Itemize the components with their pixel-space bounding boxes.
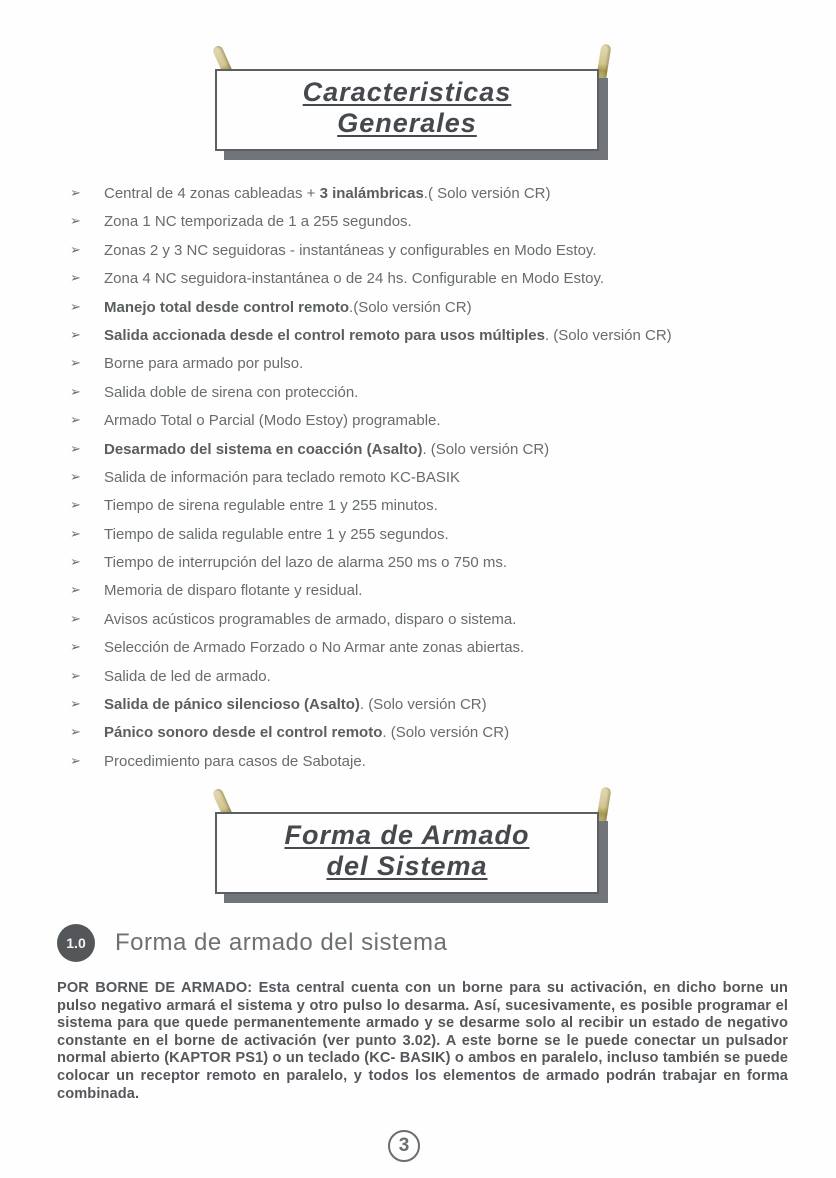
feature-item-text: Zonas 2 y 3 NC seguidoras - instantáneas y configurables en Modo Estoy. bbox=[104, 241, 597, 259]
feature-item bbox=[70, 326, 790, 345]
feature-item-text: Tiempo de salida regulable entre 1 y 255 segundos. bbox=[104, 525, 449, 543]
bullet-arrow-icon: ➢ bbox=[70, 697, 81, 713]
feature-item bbox=[70, 383, 790, 402]
feature-item-text: Salida doble de sirena con protección. bbox=[104, 383, 359, 401]
feature-item-text: Salida de led de armado. bbox=[104, 667, 271, 685]
feature-item-text: Desarmado del sistema en coacción (Asalto). (Solo versión CR) bbox=[104, 440, 550, 458]
banner-title-line: del Sistema bbox=[326, 851, 488, 881]
banner-box bbox=[215, 69, 599, 151]
feature-item bbox=[70, 695, 790, 714]
feature-item-text: Salida accionada desde el control remoto para usos múltiples. (Solo versión CR) bbox=[104, 326, 672, 344]
feature-item bbox=[70, 184, 790, 203]
bullet-arrow-icon: ➢ bbox=[70, 611, 81, 627]
bullet-arrow-icon: ➢ bbox=[70, 753, 81, 769]
bullet-arrow-icon: ➢ bbox=[70, 242, 81, 258]
bullet-arrow-icon: ➢ bbox=[70, 271, 81, 287]
feature-item-text: Avisos acústicos programables de armado, disparo o sistema. bbox=[104, 610, 517, 628]
feature-item-text: Zona 4 NC seguidora-instantánea o de 24 hs. Configurable en Modo Estoy. bbox=[104, 270, 605, 288]
feature-item-text: Salida de información para teclado remoto KC-BASIK bbox=[104, 468, 461, 486]
feature-item bbox=[70, 411, 790, 430]
bullet-arrow-icon: ➢ bbox=[70, 413, 81, 429]
section-heading bbox=[57, 924, 447, 962]
bullet-arrow-icon: ➢ bbox=[70, 583, 81, 599]
banner-title-line: Generales bbox=[337, 108, 477, 138]
feature-item bbox=[70, 525, 790, 544]
feature-item-text: Borne para armado por pulso. bbox=[104, 355, 304, 373]
bullet-arrow-icon: ➢ bbox=[70, 725, 81, 741]
bullet-arrow-icon: ➢ bbox=[70, 469, 81, 485]
feature-item bbox=[70, 468, 790, 487]
bullet-arrow-icon: ➢ bbox=[70, 668, 81, 684]
feature-item bbox=[70, 723, 790, 742]
feature-item-text: Zona 1 NC temporizada de 1 a 255 segundos. bbox=[104, 213, 412, 231]
feature-item bbox=[70, 496, 790, 515]
bullet-arrow-icon: ➢ bbox=[70, 327, 81, 343]
feature-item-text: Tiempo de sirena regulable entre 1 y 255 minutos. bbox=[104, 497, 438, 515]
feature-item bbox=[70, 241, 790, 260]
feature-item-text: Manejo total desde control remoto.(Solo versión CR) bbox=[104, 298, 472, 316]
feature-item bbox=[70, 752, 790, 771]
banner-title-line: Caracteristicas bbox=[302, 77, 512, 107]
feature-item bbox=[70, 667, 790, 686]
feature-item bbox=[70, 354, 790, 373]
feature-item-text: Tiempo de interrupción del lazo de alarma 250 ms o 750 ms. bbox=[104, 554, 507, 572]
feature-item-text: Procedimiento para casos de Sabotaje. bbox=[104, 752, 366, 770]
body-paragraph: POR BORNE DE ARMADO: Esta central cuenta con un borne para su activación, en dicho borne un pulso negativo armará el sistema y otro pulso lo desarma. Así, sucesivamente, es posible programar el sistema para que quede permanentemente armado y se desarme solo al recibir un estado de negativo constante en el borne de activación (ver punto 3.02). A este borne se le puede conectar un pulsador normal abierto (KAPTOR PS1) o un teclado (KC- BASIK) o ambos en paralelo, incluso también se puede colocar un receptor remoto en paralelo, y todos los elementos de armado podrán trabajar en forma combinada. bbox=[57, 980, 788, 1102]
bullet-arrow-icon: ➢ bbox=[70, 555, 81, 571]
section-number-badge: 1.0 bbox=[57, 924, 95, 962]
feature-item bbox=[70, 298, 790, 317]
bullet-arrow-icon: ➢ bbox=[70, 214, 81, 230]
feature-item bbox=[70, 440, 790, 459]
banner-box bbox=[215, 812, 599, 894]
feature-item-text: Salida de pánico silencioso (Asalto). (Solo versión CR) bbox=[104, 696, 487, 714]
bullet-arrow-icon: ➢ bbox=[70, 526, 81, 542]
feature-item-text: Central de 4 zonas cableadas + 3 inalámbricas.( Solo versión CR) bbox=[104, 185, 551, 202]
feature-item-text: Pánico sonoro desde el control remoto. (Solo versión CR) bbox=[104, 724, 510, 742]
bullet-arrow-icon: ➢ bbox=[70, 299, 81, 315]
page-number-badge: 3 bbox=[388, 1130, 420, 1162]
bullet-arrow-icon: ➢ bbox=[70, 441, 81, 457]
bullet-arrow-icon: ➢ bbox=[70, 640, 81, 656]
bullet-arrow-icon: ➢ bbox=[70, 356, 81, 372]
section-title: Forma de armado del sistema bbox=[115, 929, 448, 956]
feature-item-text: Armado Total o Parcial (Modo Estoy) programable. bbox=[104, 412, 441, 430]
banner-title-line: Forma de Armado bbox=[284, 820, 530, 850]
feature-item bbox=[70, 269, 790, 288]
feature-item-text: Memoria de disparo flotante y residual. bbox=[104, 582, 363, 600]
feature-item bbox=[70, 553, 790, 572]
feature-item-text: Selección de Armado Forzado o No Armar ante zonas abiertas. bbox=[104, 639, 525, 657]
bullet-arrow-icon: ➢ bbox=[70, 384, 81, 400]
feature-item bbox=[70, 638, 790, 657]
bullet-arrow-icon: ➢ bbox=[70, 186, 81, 201]
features-list bbox=[70, 184, 790, 780]
bullet-arrow-icon: ➢ bbox=[70, 498, 81, 514]
feature-item bbox=[70, 212, 790, 231]
feature-item bbox=[70, 581, 790, 600]
feature-item bbox=[70, 610, 790, 629]
